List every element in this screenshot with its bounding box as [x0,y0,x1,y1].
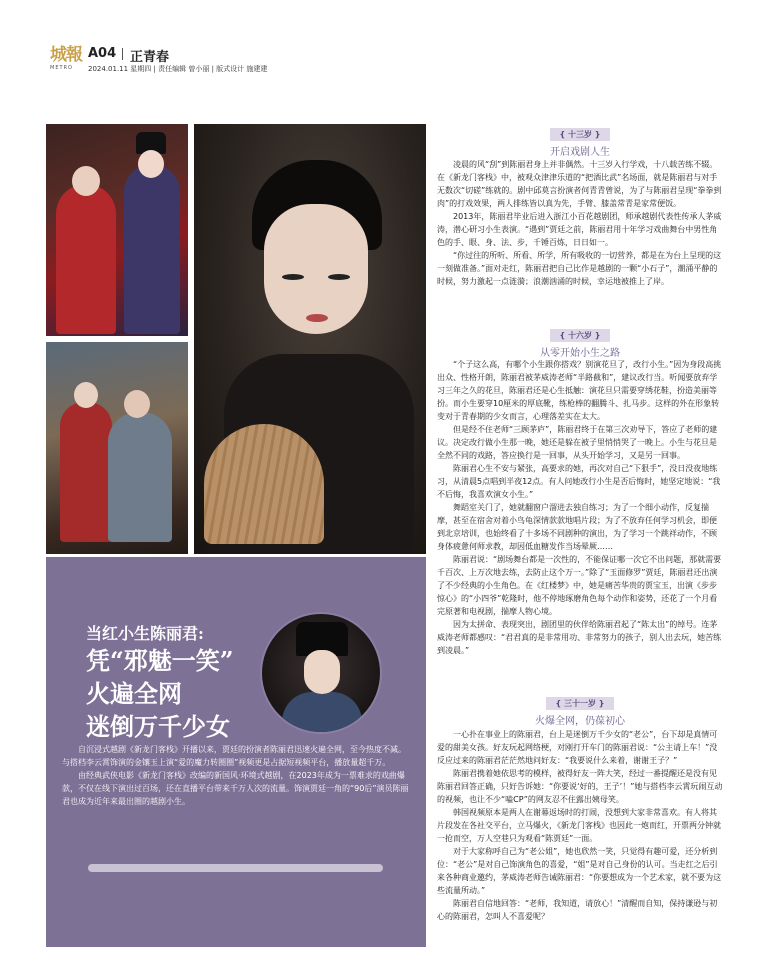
section-tag: { 三十一岁 } [546,697,615,710]
feature-title-line: 迷倒万千少女 [86,712,230,741]
article-paragraph: 舞蹈室关门了，她就翻窗户溜进去独自练习；为了一个细小动作，反复揣摩，甚至在宿舍对着小鸟龟深情款款地唱片段；为了不放弃任何学习机会，即便到北京培训，也始终看了十多场不同剧种的演出，为了学习一个跳祥动作，不顾身体疲惫何师求教，却因低血糖发作当场晕厥…… [437,503,717,551]
article-paragraph: 陈丽君心生不安与紧张，高要求的她，再次对自己“下狠手”，没日没夜地练习，从清晨5点唱到半夜12点。有人问她改行小生是否后悔时，她坚定地说：“我不后悔，我喜欢演女小生。” [437,464,721,499]
stage-photo-bottom-left [46,342,188,554]
article-paragraph: 2013年，陈丽君毕业后进入浙江小百花越剧团，师承越剧代表性传承人茅威涛，潜心研习小生表演。“遇到”贾廷之前，陈丽君用十年学习戏曲舞台中男性角色的手、眼、身、法、步，千锤百炼，日日如一。 [437,212,722,247]
section-tag: { 十六岁 } [550,329,611,342]
logo-chinese: 城報 [50,45,82,65]
intro-paragraph: 由经典武侠电影《新龙门客栈》改编的新国风·环境式越剧，在2023年成为一票难求的戏曲爆款，不仅在线下演出过百场，还在直播平台带来千万人次的流量。饰演贾廷一角的“90后”演员陈丽君也成为近年来最出圈的越剧小生。 [62,771,409,806]
feature-title-line: 凭“邪魅一笑” [86,646,234,675]
section-header-13 [437,122,723,158]
article-paragraph: 但是经不住老师“三顾茅庐”，陈丽君终于在第三次劝导下，答应了老师的建议。决定改行做小生那一晚，她还是躲在被子里悄悄哭了一晚上。小生与花旦是全然不同的戏路，答应换行是一回事，从头开始学习，又是另一回事。 [437,425,718,460]
section-subtitle: 开启戏剧人生 [550,147,610,158]
article-paragraph: 一心扑在事业上的陈丽君，台上是迷倒万千少女的“老公”，台下却是真情可爱的甜美女孩。好友玩起网络梗，对刚打开车门的陈丽君说：“公主请上车！”没反应过来的陈丽君茫茫然地问好友：“我要说什么来着，谢谢王子？” [437,730,718,765]
feature-intro [62,743,412,808]
section-header-31 [437,691,723,727]
decorative-bar [88,864,383,872]
stage-photo-top-left [46,124,188,336]
feature-title-line: 火遍全网 [86,679,182,708]
feature-subheading: 当红小生陈丽君: [86,624,204,643]
article-paragraph: 凌晨的风“刮”到陈丽君身上并非偶然。十三岁入行学戏，十八载苦练不辍。在《新龙门客栈》中，被观众津津乐道的“把酒比武”名场面，就是陈丽君与对手无数次“切磋”练就的。剧中邱莫言扮演者何青青曾说，为了与陈丽君呈现“拳拳到肉”的打戏效果，两人排练皆以真为先，手臂、膝盖常青是家常便饭。 [437,160,722,208]
intro-paragraph: 自沉浸式越剧《新龙门客栈》开播以来，贾廷的扮演者陈丽君迅速火遍全网，至今热度不减。与搭档李云霄饰演的金镶玉上演“爱的魔力转圈圈”视频更是占据短视频平台，播放量超千万。 [62,745,406,767]
article-paragraph: 对于大家称呼自己为“老公姐”，她也欣然一笑，只觉得有趣可爱，还分析到位：“老公”是对自己饰演角色的喜爱，“姐”是对自己身份的认可。当走红之后引来各种商业邀约，茅威涛老师告诫陈丽君：“你要想成为一个艺术家，就不要为这些流量所动。” [437,847,722,895]
section-subtitle: 从零开始小生之路 [540,348,620,359]
header-divider [122,48,123,60]
article-paragraph: 陈丽君说：“剧场舞台都是一次性的，不能保证哪一次它不出问题，那就需要千百次、上万次地去练，去防止这个万一。”除了“玉面修罗”贾廷，陈丽君还出演了不少经典的小生角色。在《红楼梦》中，她是痛苦华贵的贾宝玉，出演《步步惊心》的“小四爷”乾隆时，他不停地琢磨角色每个动作和姿势，还花了一个月看完原著和电视剧，揣摩人物心境。 [437,555,722,616]
section-header-16 [437,323,723,359]
article-paragraph: “个子这么高，有哪个小生跟你搭戏？别演花旦了，改行小生。”因为身段高挑出众、性格开朗，陈丽君被茅威涛老师“半路截和”，建议改行当。听闻要放弃学习三年之久的花旦，陈丽君还是心生抵触：演花旦只需要穿绣花鞋，扮造美丽等扮。而小生要穿10厘米的厚底靴，练枪棒的翻腾斗、扎马步。这样的外在形象转变对于青春期的少女而言，心理落差实在太大。 [437,360,722,421]
section-subtitle: 火爆全网，仍葆初心 [535,716,625,727]
feature-title [86,644,234,743]
newspaper-logo [50,46,86,74]
article-paragraph: 陈丽君自信地回答：“老师，我知道，请放心！”清醒而自知，保持谦逊与初心的陈丽君，怎叫人不喜爱呢？ [437,899,718,921]
article-paragraph: “你过往的所听、所看、所学，所有吸收的一切营养，都是在为台上呈现的这一刻做准备。”面对走红，陈丽君把自己比作是越剧的一颗“小石子”，潮涌平静的时候，努力激起一点涟漪；浪潮汹涌的时候，幸运地被推上了岸。 [437,251,722,286]
article-paragraph: 韩国视频原本是两人在谢幕返场时的打闹，没想到大家非常喜欢。有人将其片段发在各社交平台，立马爆火，《新龙门客栈》也因此一炮而红，开票两分钟就一抢而空，万人空巷只为观看“陈贾廷”一面。 [437,808,721,843]
header-meta: 2024.01.11 星期四 | 责任编辑 曾小丽 | 版式设计 施建建 [88,65,268,73]
portrait-photo-main [194,124,426,554]
article-paragraph: 因为太拼命、表现突出，剧团里的伙伴给陈丽君起了“陈太出”的绰号。连茅威涛老师都感叹：“君君真的是非常用功、非常努力的孩子，别人出去玩，她苦练到凌晨。” [437,620,722,655]
section-body-16 [437,358,723,657]
section-body-13 [437,158,723,288]
section-body-31 [437,728,723,923]
article-paragraph: 陈丽君携着她依思考的模样，被得好友一阵大笑，经过一番提醒还是没有见陈丽君回答正确，只好告诉她：“你要说‘好的，王子’！”她与搭档李云霄玩闹互动的视频，也让不少“嗑CP”的网友忍不住露出姨母笑。 [437,769,723,804]
page-number: A04 [88,46,117,61]
section-name: 正青春 [130,50,170,65]
circular-portrait [260,612,382,734]
logo-english: METRO [50,65,73,71]
section-tag: { 十三岁 } [550,128,611,141]
